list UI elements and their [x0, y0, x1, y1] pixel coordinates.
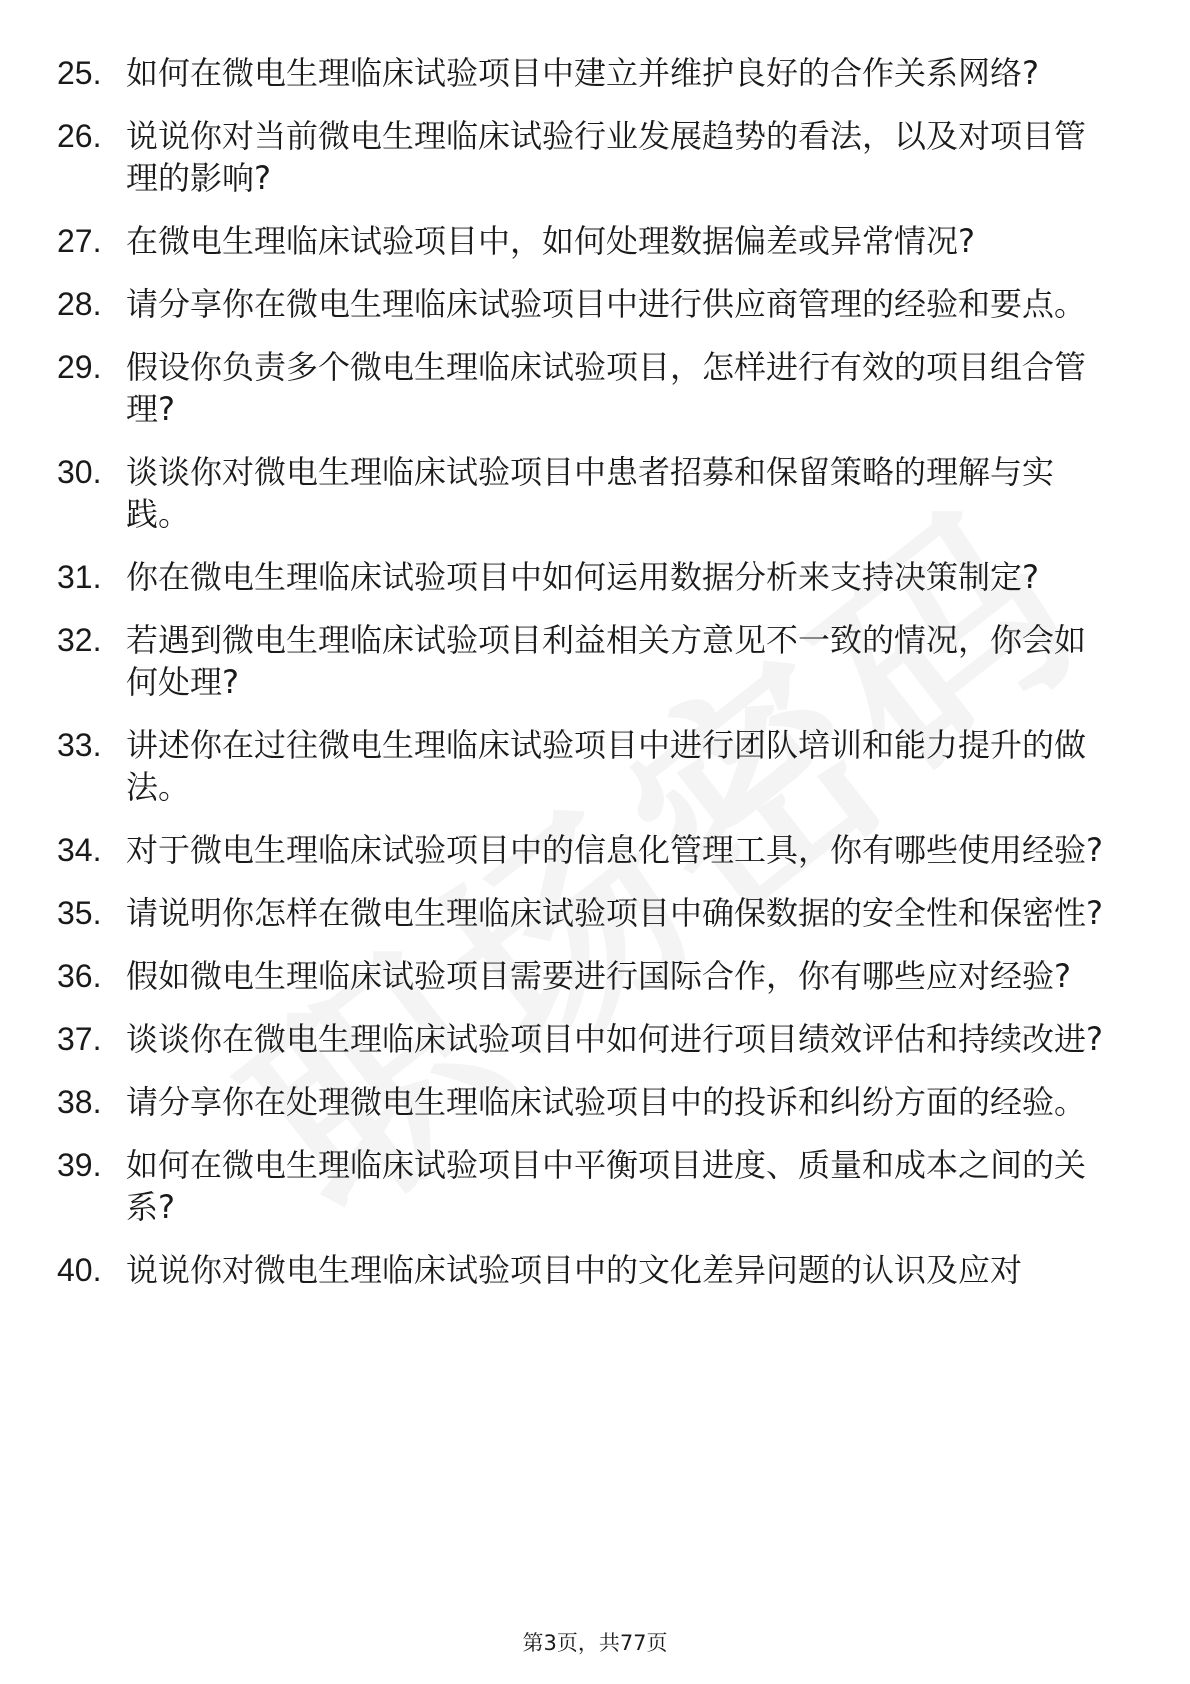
list-item [0, 955, 1190, 997]
question-number: 28. [57, 286, 102, 322]
question-number: 33. [57, 727, 102, 763]
question-text: 说说你对微电生理临床试验项目中的文化差异问题的认识及应对 [126, 1251, 1023, 1289]
question-text: 讲述你在过往微电生理临床试验项目中进行团队培训和能力提升的做法。 [126, 726, 1087, 806]
list-item [0, 829, 1190, 871]
question-number: 38. [57, 1084, 102, 1120]
question-number: 35. [57, 895, 102, 931]
list-item [0, 556, 1190, 598]
list-item [0, 1018, 1190, 1060]
list-item [0, 1144, 1190, 1228]
question-number: 27. [57, 223, 102, 259]
question-number: 34. [57, 832, 102, 868]
question-text: 如何在微电生理临床试验项目中平衡项目进度、质量和成本之间的关系? [126, 1146, 1087, 1226]
list-item [0, 1081, 1190, 1123]
list-item [0, 283, 1190, 325]
question-number: 32. [57, 622, 102, 658]
list-item [0, 724, 1190, 808]
question-number: 39. [57, 1147, 102, 1183]
question-text: 请分享你在微电生理临床试验项目中进行供应商管理的经验和要点。 [126, 285, 1087, 323]
question-number: 26. [57, 118, 102, 154]
page-footer: 第3页，共77页 [522, 1631, 668, 1655]
question-text: 对于微电生理临床试验项目中的信息化管理工具，你有哪些使用经验? [126, 831, 1103, 869]
question-number: 29. [57, 349, 102, 385]
question-text: 假如微电生理临床试验项目需要进行国际合作，你有哪些应对经验? [126, 957, 1071, 995]
question-text: 请分享你在处理微电生理临床试验项目中的投诉和纠纷方面的经验。 [126, 1083, 1087, 1121]
question-number: 30. [57, 454, 102, 490]
question-number: 40. [57, 1252, 102, 1288]
question-text: 说说你对当前微电生理临床试验行业发展趋势的看法，以及对项目管理的影响? [126, 117, 1087, 197]
question-number: 37. [57, 1021, 102, 1057]
question-text: 谈谈你在微电生理临床试验项目中如何进行项目绩效评估和持续改进? [126, 1020, 1103, 1058]
question-text: 如何在微电生理临床试验项目中建立并维护良好的合作关系网络? [126, 54, 1039, 92]
list-item [0, 619, 1190, 703]
question-number: 36. [57, 958, 102, 994]
question-text: 若遇到微电生理临床试验项目利益相关方意见不一致的情况，你会如何处理? [126, 621, 1087, 701]
question-text: 假设你负责多个微电生理临床试验项目，怎样进行有效的项目组合管理? [126, 348, 1087, 428]
list-item [0, 451, 1190, 535]
list-item [0, 52, 1190, 94]
list-item [0, 1249, 1190, 1291]
list-item [0, 346, 1190, 430]
list-item [0, 220, 1190, 262]
question-text: 在微电生理临床试验项目中，如何处理数据偏差或异常情况? [126, 222, 975, 260]
question-number: 31. [57, 559, 102, 595]
list-item [0, 892, 1190, 934]
question-list [0, 52, 1190, 1312]
question-text: 谈谈你对微电生理临床试验项目中患者招募和保留策略的理解与实践。 [126, 453, 1055, 533]
question-text: 你在微电生理临床试验项目中如何运用数据分析来支持决策制定? [126, 558, 1039, 596]
question-text: 请说明你怎样在微电生理临床试验项目中确保数据的安全性和保密性? [126, 894, 1103, 932]
list-item [0, 115, 1190, 199]
question-number: 25. [57, 55, 102, 91]
